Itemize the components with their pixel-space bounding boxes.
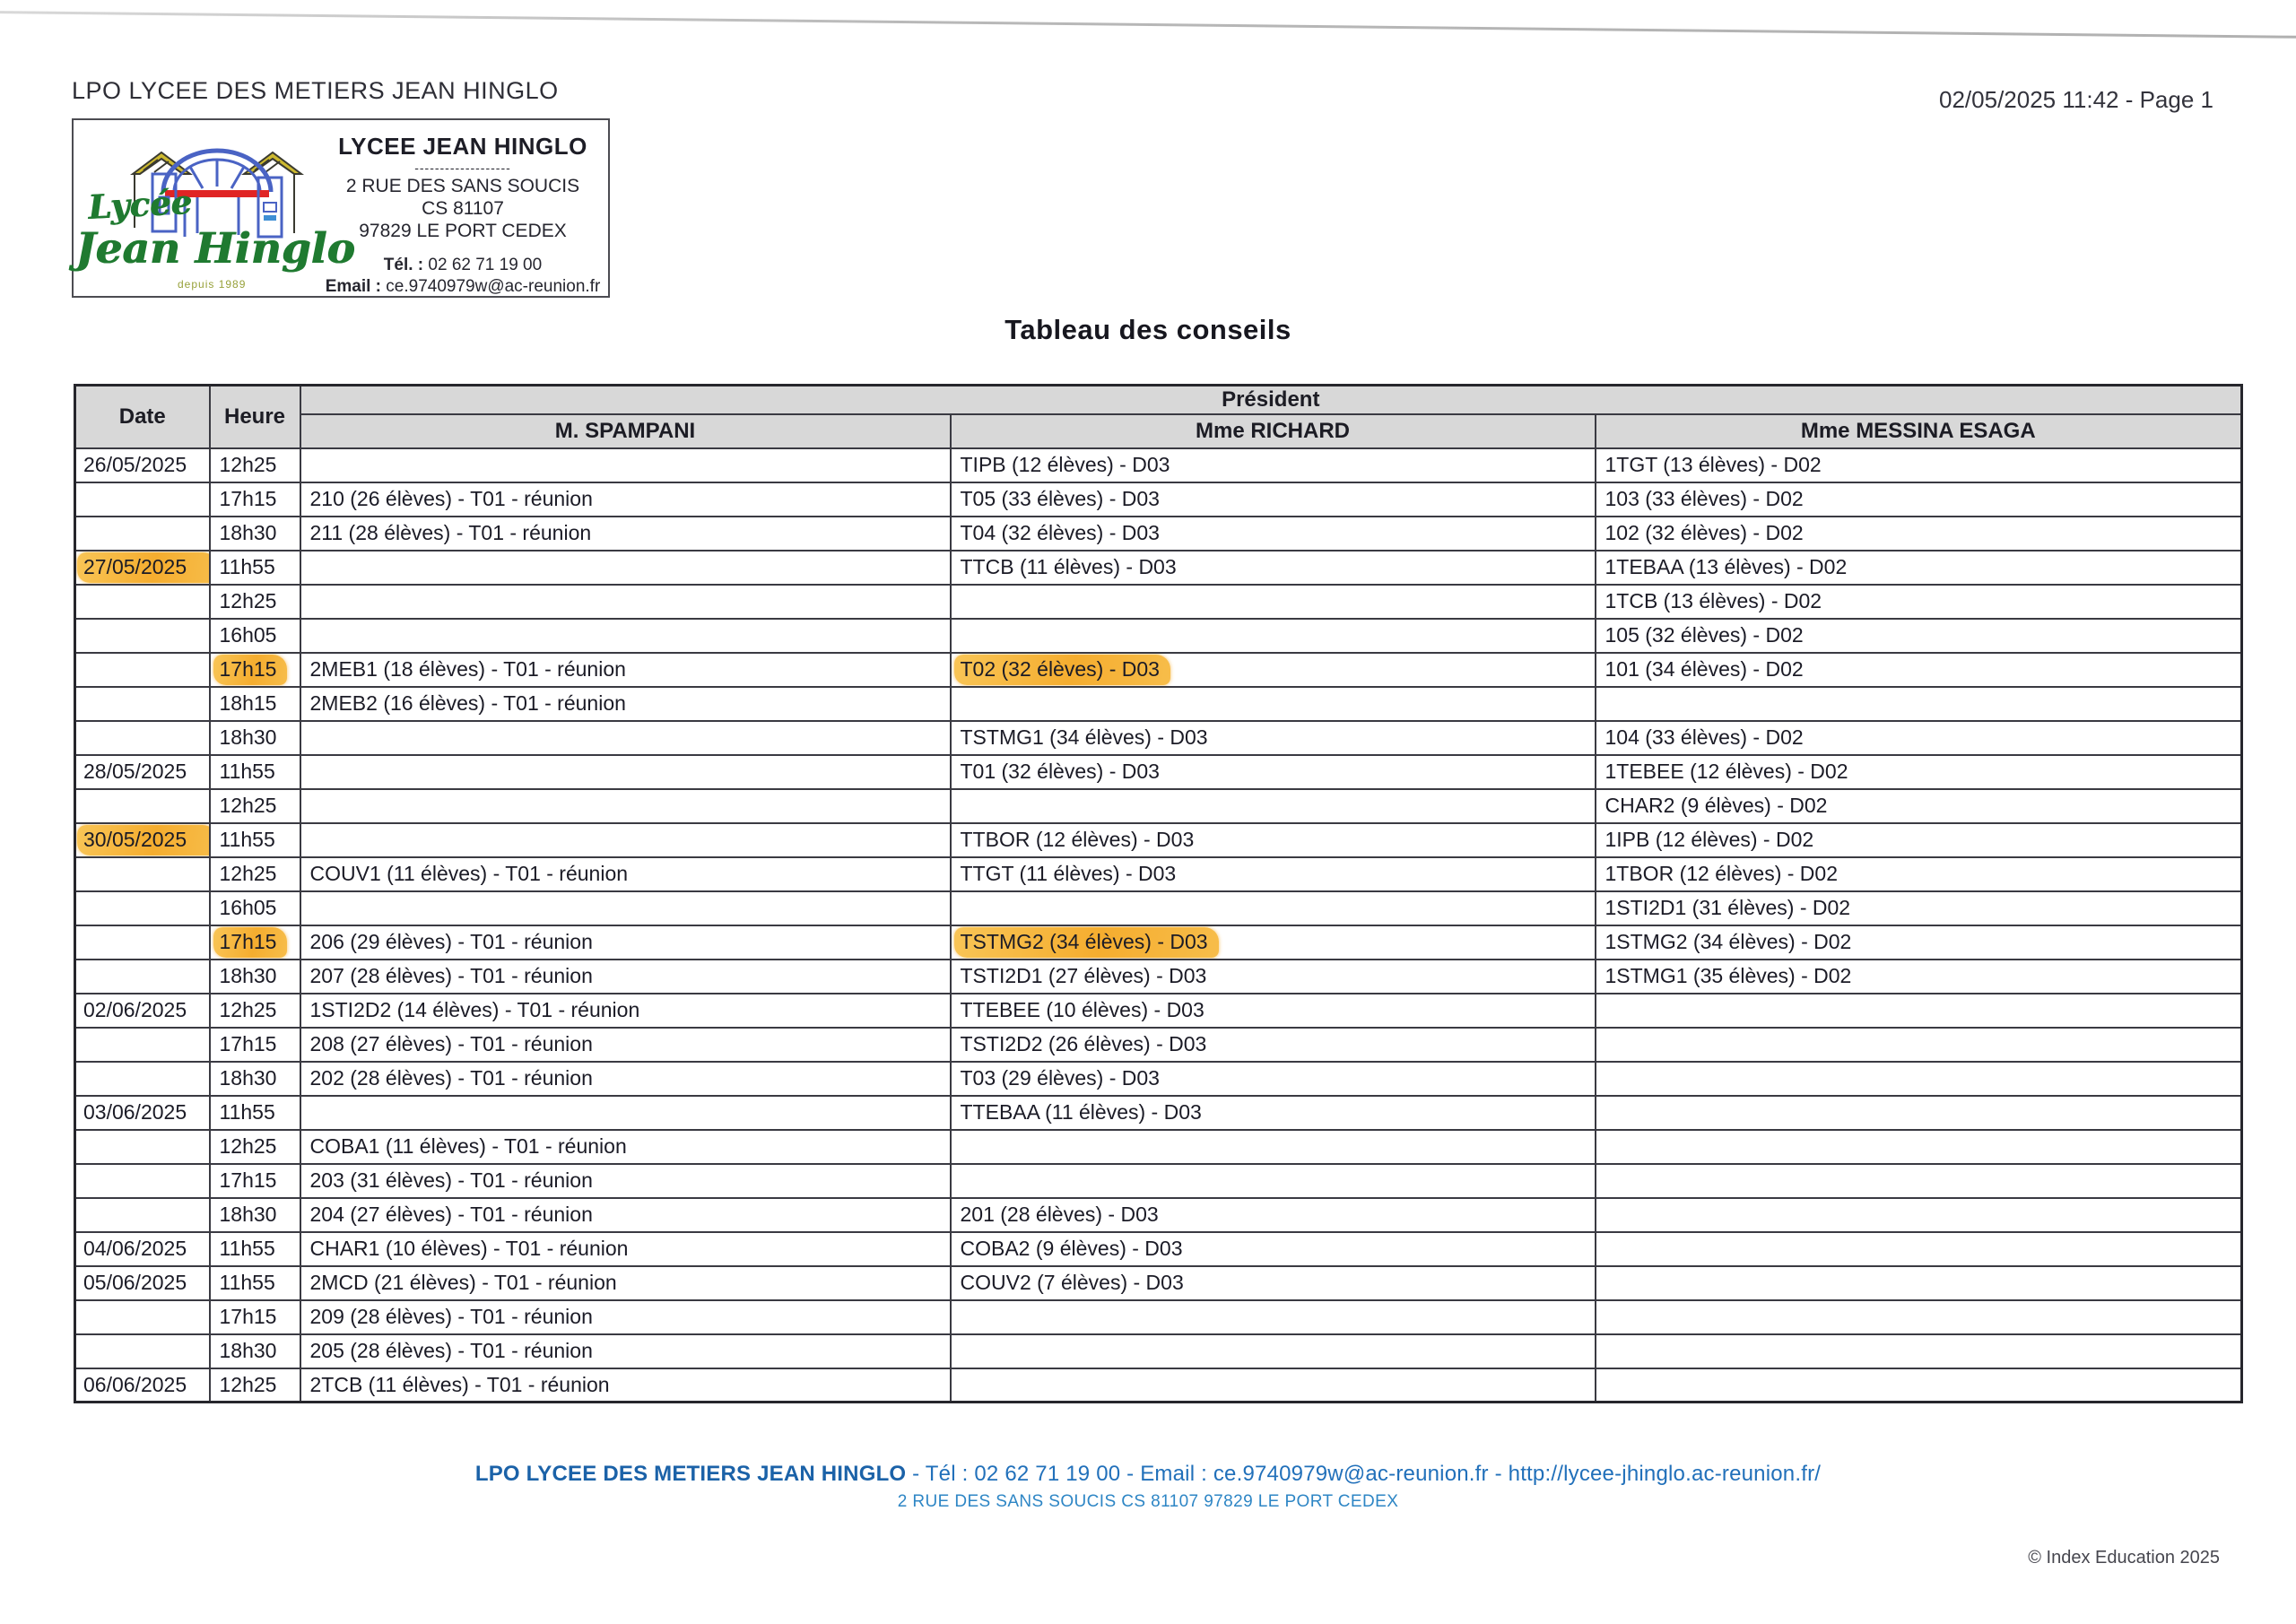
table-row	[75, 585, 2242, 619]
conseils-table	[74, 384, 2243, 1403]
cell-president-spampani: CHAR1 (10 élèves) - T01 - réunion	[300, 1232, 951, 1266]
cell-date	[75, 789, 210, 823]
table-row	[75, 857, 2242, 891]
table-header-row-1	[75, 386, 2242, 414]
cell-date	[75, 1062, 210, 1096]
cell-president-spampani: 1STI2D2 (14 élèves) - T01 - réunion	[300, 994, 951, 1028]
table-row	[75, 1334, 2242, 1368]
cell-president-richard	[951, 687, 1596, 721]
cell-date: 02/06/2025	[75, 994, 210, 1028]
document-header-school: LPO LYCEE DES METIERS JEAN HINGLO	[72, 77, 559, 104]
table-row	[75, 1300, 2242, 1334]
cell-president-richard: TSTI2D1 (27 élèves) - D03	[951, 960, 1596, 994]
cell-president-spampani	[300, 721, 951, 755]
cell-date	[75, 823, 210, 857]
table-row	[75, 1096, 2242, 1130]
table-row	[75, 1368, 2242, 1403]
cell-heure	[210, 653, 300, 687]
cell-president-messina: 1STMG1 (35 élèves) - D02	[1596, 960, 2242, 994]
cell-heure: 18h30	[210, 1062, 300, 1096]
table-row	[75, 755, 2242, 789]
cell-president-richard: TSTI2D2 (26 élèves) - D03	[951, 1028, 1596, 1062]
cell-president-richard: T03 (29 élèves) - D03	[951, 1062, 1596, 1096]
cell-date	[75, 1164, 210, 1198]
cell-president-messina	[1596, 1334, 2242, 1368]
cell-president-spampani: 2TCB (11 élèves) - T01 - réunion	[300, 1368, 951, 1403]
table-row	[75, 687, 2242, 721]
cell-president-spampani: 2MCD (21 élèves) - T01 - réunion	[300, 1266, 951, 1300]
phone-label: Tél. :	[383, 256, 424, 274]
conseils-table-wrapper	[74, 384, 2243, 1403]
cell-president-spampani: 202 (28 élèves) - T01 - réunion	[300, 1062, 951, 1096]
table-row	[75, 721, 2242, 755]
cell-president-richard	[951, 619, 1596, 653]
school-letterhead-card	[72, 118, 610, 298]
cell-date	[75, 619, 210, 653]
cell-president-richard	[951, 1130, 1596, 1164]
cell-date	[75, 721, 210, 755]
page-title: Tableau des conseils	[1004, 314, 1292, 345]
cell-heure: 12h25	[210, 857, 300, 891]
cell-president-messina	[1596, 1368, 2242, 1403]
cell-president-spampani	[300, 551, 951, 585]
cell-president-messina: 1TBOR (12 élèves) - D02	[1596, 857, 2242, 891]
logo-script-jean-hinglo: Jean Hinglo	[75, 224, 355, 274]
cell-president-richard	[951, 1368, 1596, 1403]
footer-school-name: LPO LYCEE DES METIERS JEAN HINGLO	[474, 1462, 907, 1486]
cell-president-richard: TSTMG1 (34 élèves) - D03	[951, 721, 1596, 755]
cell-president-richard	[951, 1300, 1596, 1334]
cell-president-messina	[1596, 1266, 2242, 1300]
cell-heure: 12h25	[210, 1368, 300, 1403]
cell-heure: 11h55	[210, 1266, 300, 1300]
cell-president-messina: CHAR2 (9 élèves) - D02	[1596, 789, 2242, 823]
table-row	[75, 482, 2242, 517]
cell-date	[75, 1028, 210, 1062]
cell-president-messina: 105 (32 élèves) - D02	[1596, 619, 2242, 653]
cell-president-spampani: 209 (28 élèves) - T01 - réunion	[300, 1300, 951, 1334]
table-row	[75, 619, 2242, 653]
highlight-marker: 17h15	[213, 927, 288, 958]
cell-president-spampani	[300, 891, 951, 925]
column-header-president-spampani: M. SPAMPANI	[300, 414, 951, 448]
highlight-marker: 17h15	[213, 655, 288, 685]
cell-date: 05/06/2025	[75, 1266, 210, 1300]
cell-heure: 12h25	[210, 448, 300, 482]
cell-heure: 18h30	[210, 721, 300, 755]
cell-president-richard	[951, 1164, 1596, 1198]
cell-president-spampani: 208 (27 élèves) - T01 - réunion	[300, 1028, 951, 1062]
email-value: ce.9740979w@ac-reunion.fr	[386, 277, 601, 296]
cell-president-richard: 201 (28 élèves) - D03	[951, 1198, 1596, 1232]
cell-heure: 16h05	[210, 619, 300, 653]
cell-heure: 18h30	[210, 1198, 300, 1232]
cell-president-spampani	[300, 755, 951, 789]
logo-tagline: depuis 1989	[178, 278, 247, 291]
table-body	[75, 448, 2242, 1403]
table-row	[75, 1062, 2242, 1096]
cell-heure: 18h30	[210, 517, 300, 551]
table-row	[75, 1232, 2242, 1266]
cell-president-spampani: 206 (29 élèves) - T01 - réunion	[300, 925, 951, 960]
cell-date	[75, 585, 210, 619]
highlight-marker: TSTMG2 (34 élèves) - D03	[954, 927, 1219, 958]
cell-president-spampani	[300, 448, 951, 482]
cell-president-messina	[1596, 1096, 2242, 1130]
cell-president-messina: 1STI2D1 (31 élèves) - D02	[1596, 891, 2242, 925]
cell-president-messina: 1STMG2 (34 élèves) - D02	[1596, 925, 2242, 960]
cell-date: 03/06/2025	[75, 1096, 210, 1130]
cell-president-richard: T01 (32 élèves) - D03	[951, 755, 1596, 789]
cell-president-richard: T04 (32 élèves) - D03	[951, 517, 1596, 551]
cell-president-spampani: 204 (27 élèves) - T01 - réunion	[300, 1198, 951, 1232]
cell-president-spampani: 2MEB2 (16 élèves) - T01 - réunion	[300, 687, 951, 721]
cell-president-messina	[1596, 1028, 2242, 1062]
highlight-marker: 27/05/2025	[77, 552, 210, 583]
cell-date	[75, 517, 210, 551]
school-name: LYCEE JEAN HINGLO	[338, 133, 587, 160]
cell-president-messina	[1596, 1062, 2242, 1096]
cell-president-messina: 1TGT (13 élèves) - D02	[1596, 448, 2242, 482]
highlight-marker: 30/05/2025	[77, 825, 210, 855]
cell-president-richard	[951, 1334, 1596, 1368]
cell-date: 26/05/2025	[75, 448, 210, 482]
cell-heure: 11h55	[210, 1232, 300, 1266]
logo-script-lycee: Lycée	[86, 181, 193, 228]
cell-president-richard: TTBOR (12 élèves) - D03	[951, 823, 1596, 857]
cell-president-spampani: 203 (31 élèves) - T01 - réunion	[300, 1164, 951, 1198]
cell-president-richard	[951, 891, 1596, 925]
cell-president-spampani: 207 (28 élèves) - T01 - réunion	[300, 960, 951, 994]
cell-president-richard: TTCB (11 élèves) - D03	[951, 551, 1596, 585]
cell-date: 28/05/2025	[75, 755, 210, 789]
table-row	[75, 960, 2242, 994]
cell-heure: 11h55	[210, 1096, 300, 1130]
cell-president-spampani: 211 (28 élèves) - T01 - réunion	[300, 517, 951, 551]
table-row	[75, 1164, 2242, 1198]
cell-president-messina	[1596, 994, 2242, 1028]
footer-address-line: 2 RUE DES SANS SOUCIS CS 81107 97829 LE PORT CEDEX	[897, 1492, 1399, 1511]
cell-president-messina: 101 (34 élèves) - D02	[1596, 653, 2242, 687]
cell-president-spampani	[300, 823, 951, 857]
cell-date	[75, 1300, 210, 1334]
cell-date	[75, 687, 210, 721]
cell-president-messina: 1TCB (13 élèves) - D02	[1596, 585, 2242, 619]
table-row	[75, 517, 2242, 551]
cell-president-messina	[1596, 1164, 2242, 1198]
cell-president-richard	[951, 653, 1596, 687]
cell-president-messina: 104 (33 élèves) - D02	[1596, 721, 2242, 755]
cell-heure: 11h55	[210, 823, 300, 857]
cell-president-richard: T05 (33 élèves) - D03	[951, 482, 1596, 517]
column-header-president-messina: Mme MESSINA ESAGA	[1596, 414, 2242, 448]
cell-president-spampani: 2MEB1 (18 élèves) - T01 - réunion	[300, 653, 951, 687]
cell-president-richard	[951, 585, 1596, 619]
cell-date	[75, 551, 210, 585]
cell-date	[75, 1130, 210, 1164]
table-row	[75, 1266, 2242, 1300]
table-row	[75, 653, 2242, 687]
table-row	[75, 823, 2242, 857]
cell-heure: 17h15	[210, 482, 300, 517]
cell-heure: 17h15	[210, 1300, 300, 1334]
cell-president-richard: TIPB (12 élèves) - D03	[951, 448, 1596, 482]
cell-heure: 12h25	[210, 994, 300, 1028]
cell-heure: 18h30	[210, 960, 300, 994]
school-address-line2: CS 81107	[422, 198, 504, 219]
cell-date	[75, 925, 210, 960]
scan-artifact-line	[0, 11, 2296, 39]
phone-value: 02 62 71 19 00	[428, 256, 543, 274]
table-row	[75, 448, 2242, 482]
cell-date: 06/06/2025	[75, 1368, 210, 1403]
table-row	[75, 925, 2242, 960]
cell-president-messina: 1IPB (12 élèves) - D02	[1596, 823, 2242, 857]
table-row	[75, 789, 2242, 823]
school-contact-block	[317, 120, 608, 296]
cell-heure: 11h55	[210, 551, 300, 585]
cell-president-richard: TTGT (11 élèves) - D03	[951, 857, 1596, 891]
school-address-line1: 2 RUE DES SANS SOUCIS	[345, 176, 580, 196]
footer-contact-rest: - Tél : 02 62 71 19 00 - Email : ce.9740979w@ac-reunion.fr - http://lycee-jhinglo.ac-reunion.fr/	[906, 1462, 1822, 1486]
cell-heure: 12h25	[210, 1130, 300, 1164]
cell-president-spampani	[300, 789, 951, 823]
cell-president-richard: TTEBEE (10 élèves) - D03	[951, 994, 1596, 1028]
column-header-president: Président	[300, 386, 2242, 414]
table-row	[75, 1028, 2242, 1062]
cell-date: 04/06/2025	[75, 1232, 210, 1266]
cell-date	[75, 891, 210, 925]
cell-president-richard	[951, 789, 1596, 823]
table-row	[75, 1198, 2242, 1232]
school-email	[326, 276, 601, 298]
cell-heure	[210, 925, 300, 960]
cell-president-messina: 102 (32 élèves) - D02	[1596, 517, 2242, 551]
cell-president-richard: COBA2 (9 élèves) - D03	[951, 1232, 1596, 1266]
cell-heure: 12h25	[210, 585, 300, 619]
school-address-line3: 97829 LE PORT CEDEX	[359, 221, 567, 241]
cell-president-spampani: 210 (26 élèves) - T01 - réunion	[300, 482, 951, 517]
email-label: Email :	[325, 277, 382, 296]
cell-heure: 18h15	[210, 687, 300, 721]
cell-date	[75, 653, 210, 687]
table-row	[75, 994, 2242, 1028]
table-row	[75, 551, 2242, 585]
table-row	[75, 891, 2242, 925]
highlight-marker: T02 (32 élèves) - D03	[954, 655, 1170, 685]
cell-heure: 16h05	[210, 891, 300, 925]
cell-president-messina	[1596, 687, 2242, 721]
cell-president-messina	[1596, 1232, 2242, 1266]
cell-date	[75, 1198, 210, 1232]
cell-president-spampani: 205 (28 élèves) - T01 - réunion	[300, 1334, 951, 1368]
footer-contact-line	[0, 1462, 2296, 1487]
cell-president-spampani: COUV1 (11 élèves) - T01 - réunion	[300, 857, 951, 891]
cell-heure: 17h15	[210, 1164, 300, 1198]
divider-dashes: -------------------	[414, 161, 511, 175]
school-phone	[384, 255, 542, 276]
cell-president-spampani: COBA1 (11 élèves) - T01 - réunion	[300, 1130, 951, 1164]
column-header-heure: Heure	[210, 386, 300, 448]
cell-date	[75, 857, 210, 891]
cell-heure: 18h30	[210, 1334, 300, 1368]
cell-date	[75, 1334, 210, 1368]
column-header-president-richard: Mme RICHARD	[951, 414, 1596, 448]
cell-president-spampani	[300, 585, 951, 619]
cell-president-spampani	[300, 1096, 951, 1130]
cell-date	[75, 960, 210, 994]
table-row	[75, 1130, 2242, 1164]
cell-president-messina: 1TEBEE (12 élèves) - D02	[1596, 755, 2242, 789]
table-header-row-2	[75, 414, 2242, 448]
cell-president-spampani	[300, 619, 951, 653]
cell-president-messina	[1596, 1300, 2242, 1334]
cell-president-richard: TTEBAA (11 élèves) - D03	[951, 1096, 1596, 1130]
column-header-date: Date	[75, 386, 210, 448]
cell-president-messina: 103 (33 élèves) - D02	[1596, 482, 2242, 517]
cell-heure: 17h15	[210, 1028, 300, 1062]
cell-heure: 11h55	[210, 755, 300, 789]
cell-date	[75, 482, 210, 517]
cell-president-richard	[951, 925, 1596, 960]
cell-heure: 12h25	[210, 789, 300, 823]
cell-president-richard: COUV2 (7 élèves) - D03	[951, 1266, 1596, 1300]
cell-president-messina	[1596, 1130, 2242, 1164]
print-timestamp-page: 02/05/2025 11:42 - Page 1	[1939, 86, 2213, 113]
cell-president-messina: 1TEBAA (13 élèves) - D02	[1596, 551, 2242, 585]
cell-president-messina	[1596, 1198, 2242, 1232]
copyright-notice: © Index Education 2025	[2028, 1548, 2220, 1568]
